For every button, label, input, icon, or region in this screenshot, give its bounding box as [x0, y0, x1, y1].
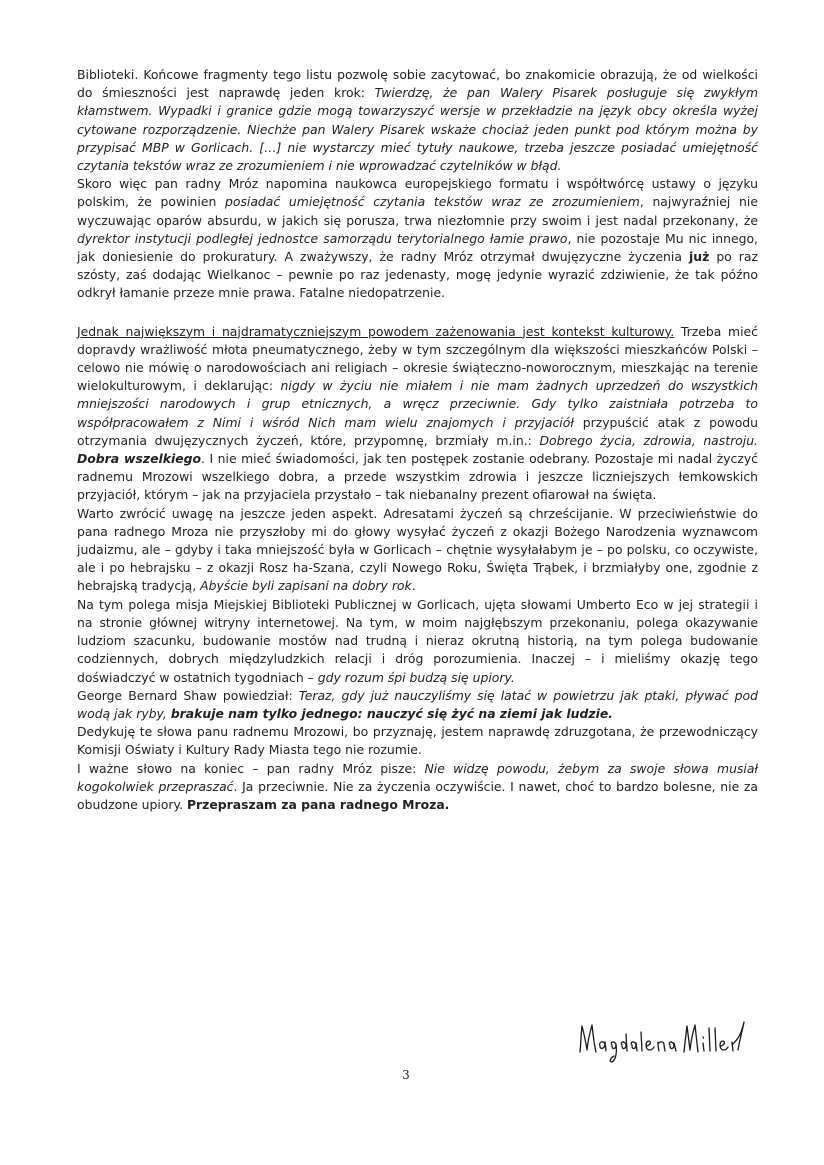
text-segment: Dobra wszelkiego [77, 451, 201, 467]
text-segment: , najwyraźniej nie wyczuwając oparów absurdu, w jakich się porusza, trwa niezłomnie przy swoim i jest nadal przekonany, że [77, 194, 758, 228]
text-segment: posiadać umiejętność czytania tekstów wraz ze zrozumieniem [225, 194, 640, 210]
text-segment: Biblioteki. Końcowe fragmenty tego listu pozwolę sobie zacytować, bo znakomicie obrazują, że od wielkości do śmieszności jest naprawdę jeden krok: [77, 67, 758, 101]
text-segment: Warto zwrócić uwagę na jeszcze jeden aspekt. Adresatami życzeń są chrześcijanie. W przeciwieństwie do pana radnego Mroza nie przyszłoby mi do głowy wysyłać życzeń z okazji Bożego Narodzenia wyznawcom judaizmu, ale – gdyby i taka mniejszość była w Gorlicach – chętnie wysyłałabym je – po polsku, co oczywiste, ale i po hebrajsku – z okazji Rosz ha-Szana, czyli Nowego Roku, Święta Trąbek, i brzmiałyby one, zgodnie z hebrajską tradycją, [77, 505, 758, 594]
text-segment: dyrektor instytucji podległej jednostce samorządu terytorialnego łamie prawo [77, 230, 568, 246]
paragraph-p2 [77, 175, 758, 302]
paragraph-p6 [77, 687, 758, 723]
text-segment: gdy rozum śpi budzą się upiory. [317, 669, 515, 685]
text-segment: George Bernard Shaw powiedział: [77, 687, 299, 703]
paragraph-p8 [77, 760, 758, 815]
text-segment: Skoro więc pan radny Mróz napomina naukowca europejskiego formatu i współtwórcę ustawy o języku polskim, że powinien [77, 176, 758, 210]
page-number: 3 [402, 1068, 410, 1082]
text-segment: Trzeba mieć dopravdy wrażliwość młota pneumatycznego, żeby w tym szczególnym dla większości mieszkańców Polski – celowo nie mówię o narodowościach ani religiach – okresie świąteczno-noworocznym, mieszkając na terenie wielokulturowym, i deklarując: [77, 323, 758, 394]
handwritten-signature [572, 1012, 772, 1068]
text-segment: , nie pozostaje Mu nic innego, jak doniesienie do prokuratury. A zważywszy, że radny Mróz otrzymał dwujęzyczne życzenia [77, 230, 758, 265]
text-segment: Jednak największym i najdramatyczniejszym powodem zażenowania jest kontekst kulturowy. [77, 323, 675, 339]
paragraph-p4 [77, 505, 758, 596]
text-segment: już [689, 249, 710, 265]
text-segment: Dobrego życia, zdrowia, nastroju. [539, 432, 758, 448]
paragraph-p1 [77, 66, 758, 175]
paragraph-p3 [77, 323, 758, 505]
text-segment: Abyście byli zapisani na dobry rok [200, 578, 412, 594]
text-segment: po raz szósty, zaś dodając Wielkanoc – pewnie po raz jedenasty, mogę jedynie wyrazić zdziwienie, że tak późno odkrył łamanie przeze mnie prawa. Fatalne niedopatrzenie. [77, 249, 758, 301]
text-segment: brakuje nam tylko jednego: nauczyć się żyć na ziemi jak ludzie. [170, 705, 613, 721]
text-segment: przypuścić atak z powodu otrzymania dwujęzycznych życzeń, które, przypomnę, brzmiały m.in.: [77, 414, 758, 448]
text-segment: . [411, 578, 416, 594]
text-segment: Twierdzę, że pan Walery Pisarek posługuje się zwykłym kłamstwem. Wypadki i granice gdzie mogą towarzyszyć wersje w przekładzie na język obcy określa wyżej cytowane rozporządzenie. Niechże pan Walery Pisarek wskaże chociaż jeden punkt pod którym można by przypisać MBP w Gorlicach. […] nie wystarczy mieć tytuły naukowe, trzeba jeszcze posiadać umiejętność czytania tekstów wraz ze zrozumieniem i nie wprowadzać czytelników w błąd. [77, 85, 759, 174]
paragraph-p7 [77, 723, 758, 759]
text-segment: . I nie mieć świadomości, jak ten postępek zostanie odebrany. Pozostaje mi nadal życzyć radnemu Mrozowi wszelkiego dobra, a przede wszystkim zdrowia i jeszcze liczniejszych łemkowskich przyjaciół, którym – jak na przyjaciela przystało – tak niebanalny prezent ofiarował na święta. [77, 451, 758, 503]
text-segment: Teraz, gdy już nauczyliśmy się latać w powietrzu jak ptaki, pływać pod wodą jak ryby, [77, 687, 758, 721]
text-segment: nigdy w życiu nie miałem i nie mam żadnych uprzedzeń do wszystkich mniejszości narodowych i grup etnicznych, a wręcz przeciwnie. Gdy tylko zaistniała potrzeba to współpracowałem z Nimi i wśród Nich mam wielu znajomych i przyjaciół [77, 378, 758, 430]
text-segment: Na tym polega misja Miejskiej Biblioteki Publicznej w Gorlicach, ujęta słowami Umberto Eco w jej strategii i na stronie głównej witryny internetowej. Na tym, w moim najgłębszym przekonaniu, polega okazywanie ludziom szacunku, budowanie mostów nad trudną i nieraz okrutną historią, na tym polega budowanie codziennych, dobrych międzyludzkich relacji i dróg porozumienia. Inaczej – i mieliśmy okazję tego doświadczyć w ostatnich tygodniach – [77, 596, 758, 685]
document-body [77, 66, 758, 814]
paragraph-p5 [77, 596, 758, 687]
text-segment: I ważne słowo na koniec – pan radny Mróz pisze: [77, 760, 425, 776]
text-segment: Dedykuję te słowa panu radnemu Mrozowi, bo przyznaję, jestem naprawdę zdruzgotana, że przewodniczący Komisji Oświaty i Kultury Rady Miasta tego nie rozumie. [77, 724, 758, 758]
text-segment: Przepraszam za pana radnego Mroza. [186, 796, 450, 812]
paragraph-gap [77, 303, 758, 323]
text-segment: Nie widzę powodu, żebym za swoje słowa musiał kogokolwiek przepraszać [77, 760, 758, 794]
text-segment: . Ja przeciwnie. Nie za życzenia oczywiście. I nawet, choć to bardzo bolesne, nie za obudzone upiory. [77, 778, 759, 812]
